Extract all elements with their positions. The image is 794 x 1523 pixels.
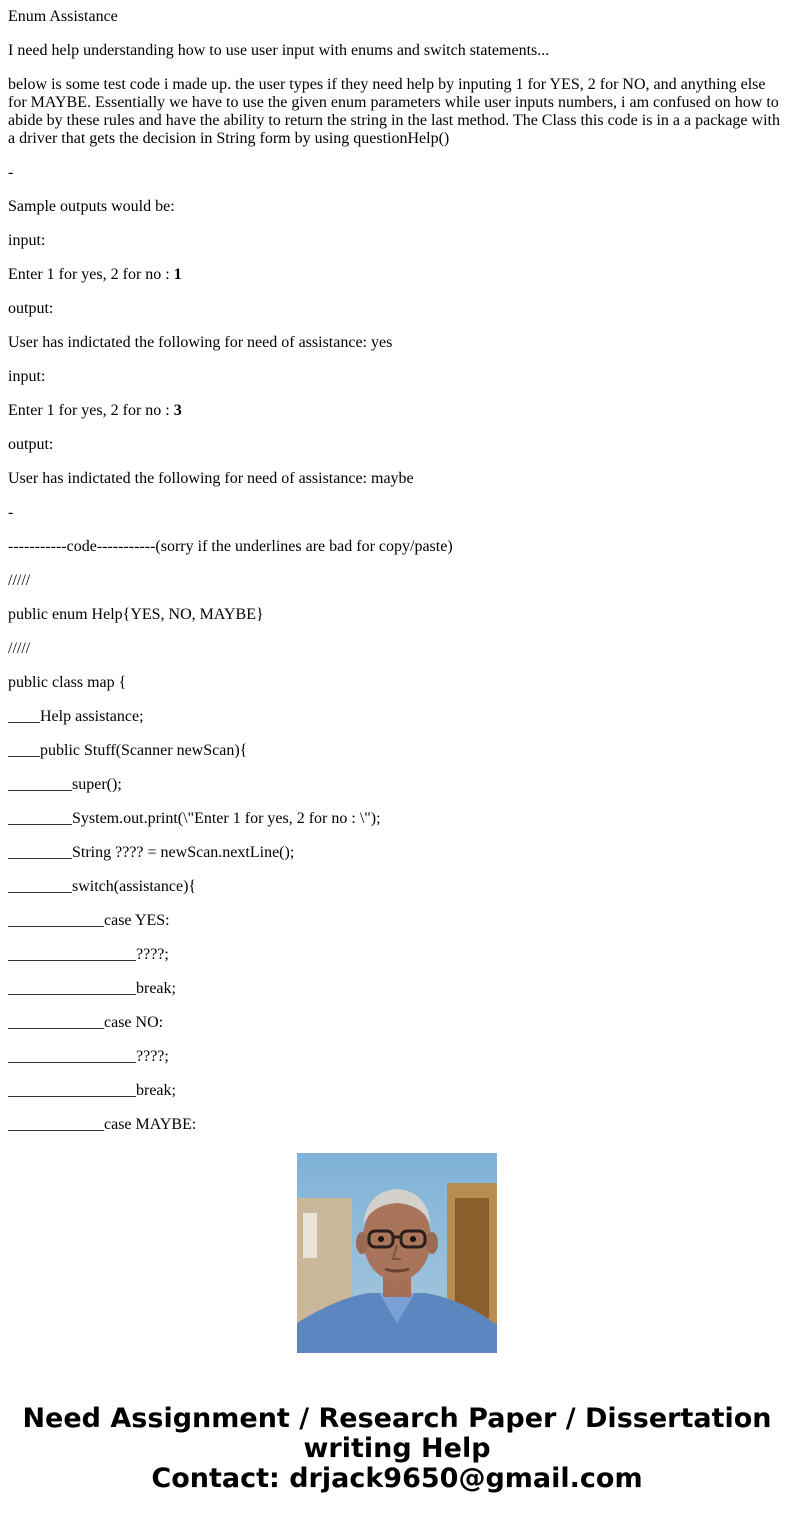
sample-input-label: input: (8, 368, 46, 385)
author-portrait (297, 1153, 497, 1353)
separator-dash: - (8, 164, 14, 181)
sample-prompt: Enter 1 for yes, 2 for no : (8, 266, 174, 283)
sample-heading: Sample outputs would be: (8, 198, 175, 215)
author-avatar (297, 1153, 497, 1353)
question-description: below is some test code i made up. the user types if they need help by inputing 1 for YES, 2 for NO, and anything else for MAYBE. Essentially we have to use the given enum parameters while user inputs numbers, i am confused on how to abide by these rules and have the ability to return the string in the last method. The Class this code is in a a package with a driver that gets the decision in String form by using questionHelp() (8, 76, 780, 147)
separator-dash: - (8, 504, 14, 521)
code-line: public class map { (8, 674, 127, 691)
question-title: Enum Assistance (8, 8, 118, 25)
code-line: ///// (8, 640, 31, 657)
code-line: ________________????; (8, 1048, 169, 1065)
code-line: ///// (8, 572, 31, 589)
code-line: ________super(); (8, 776, 122, 793)
question-intro: I need help understanding how to use user input with enums and switch statements... (8, 42, 550, 59)
code-line: ____________case NO: (8, 1014, 164, 1031)
promo-line-2: writing Help (303, 1433, 491, 1464)
code-line: ________________????; (8, 946, 169, 963)
code-line: ________________break; (8, 1082, 176, 1099)
code-line: ________System.out.print(\"Enter 1 for yes, 2 for no : \"); (8, 810, 381, 827)
promo-line-1: Need Assignment / Research Paper / Dissertation (22, 1403, 772, 1434)
contact-email: Contact: drjack9650@gmail.com (151, 1463, 643, 1494)
sample-input-label: input: (8, 232, 46, 249)
code-line: ____public Stuff(Scanner newScan){ (8, 742, 248, 759)
code-line: public enum Help{YES, NO, MAYBE} (8, 606, 264, 623)
sample-prompt: Enter 1 for yes, 2 for no : (8, 402, 174, 419)
sample-input-line (8, 266, 784, 284)
sample-input-line (8, 402, 784, 420)
promo-footer (0, 1404, 794, 1494)
sample-output-result: User has indictated the following for need of assistance: maybe (8, 470, 414, 487)
code-line: ________String ???? = newScan.nextLine(); (8, 844, 295, 861)
code-heading: -----------code-----------(sorry if the underlines are bad for copy/paste) (8, 538, 453, 555)
code-line: ________switch(assistance){ (8, 878, 197, 895)
sample-input-value: 3 (173, 402, 182, 419)
question-body (8, 0, 784, 1133)
sample-output-label: output: (8, 436, 54, 453)
code-line: ____________case YES: (8, 912, 170, 929)
code-line: ________________break; (8, 980, 176, 997)
code-line: ____Help assistance; (8, 708, 144, 725)
sample-output-result: User has indictated the following for need of assistance: yes (8, 334, 393, 351)
sample-output-label: output: (8, 300, 54, 317)
code-line: ____________case MAYBE: (8, 1116, 197, 1133)
sample-input-value: 1 (173, 266, 182, 283)
